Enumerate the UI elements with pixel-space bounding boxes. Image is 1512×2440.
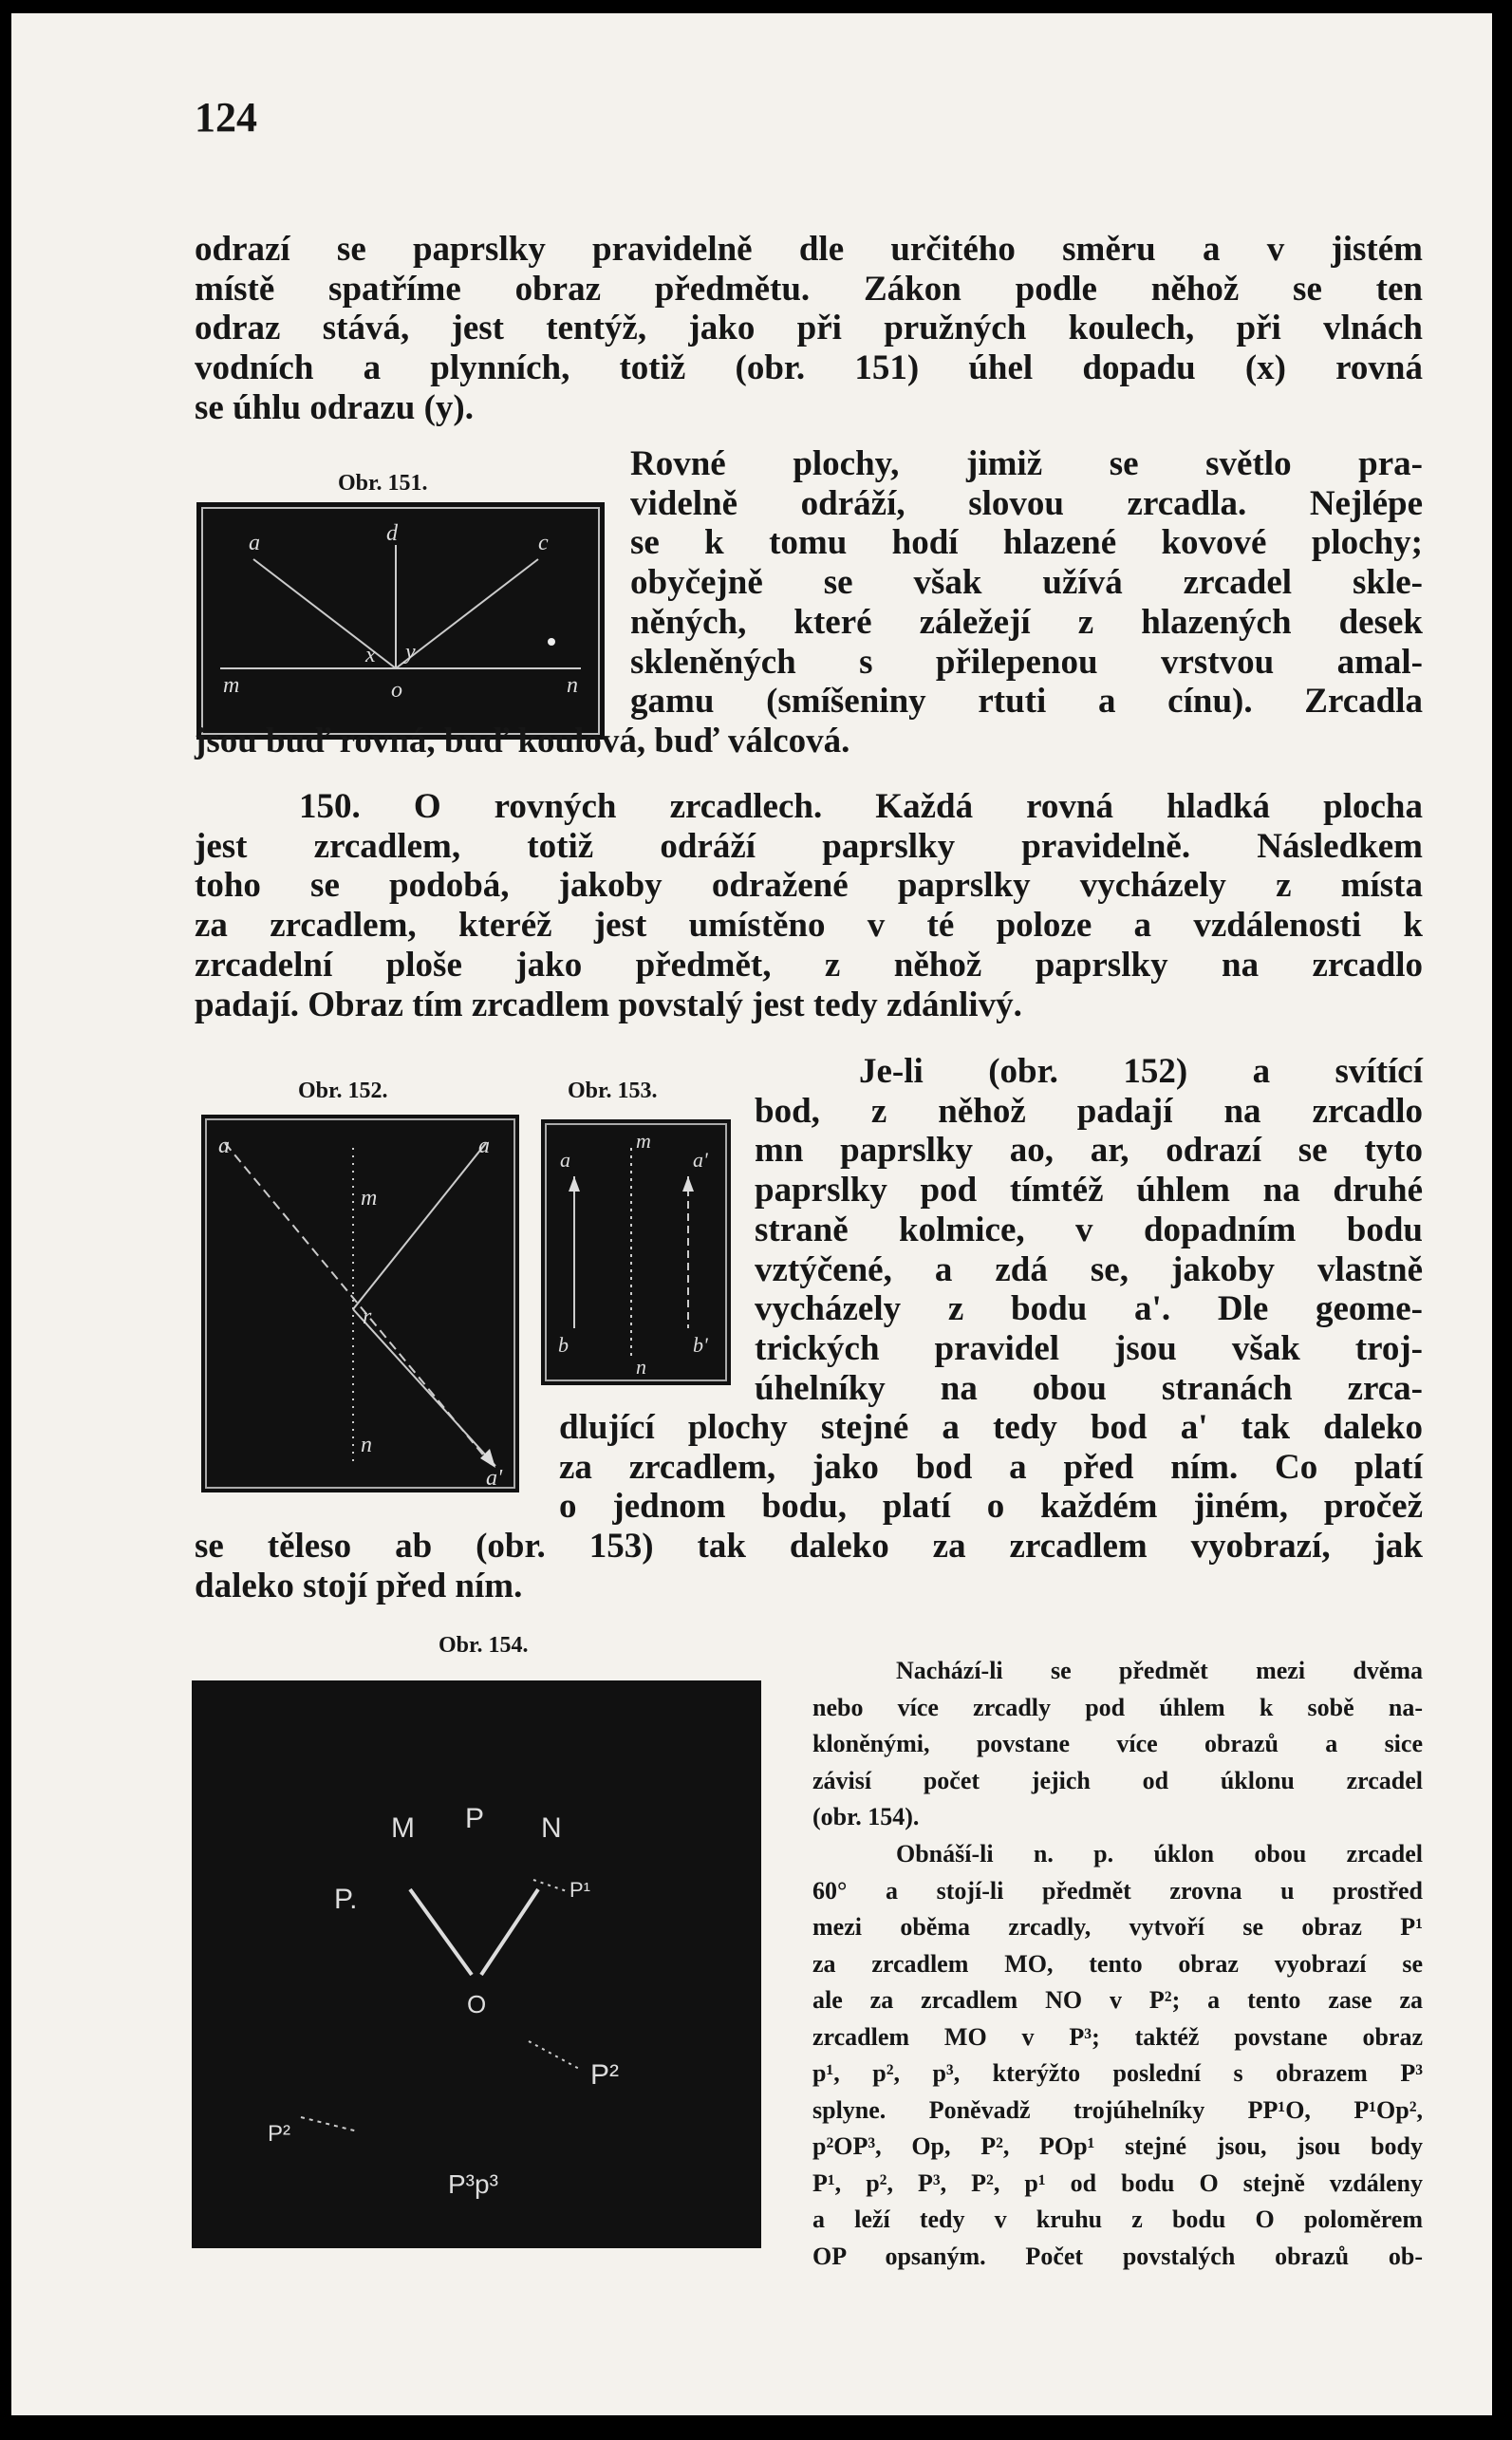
text-line: p²OP³, Op, P², POp¹ stejné jsou, jsou body (812, 2132, 1423, 2160)
text-line: 60° a stojí-li předmět zrovna u prostřed (812, 1876, 1423, 1905)
fig152-label: a' (486, 1466, 503, 1491)
fig154-label: P¹ (569, 1878, 590, 1902)
text-line: úhelníky na obou stranách zrca- (755, 1368, 1423, 1408)
figure-153 (541, 1119, 731, 1385)
figure-154-caption: Obr. 154. (439, 1633, 529, 1658)
figure-151-drawing (196, 502, 605, 740)
text-line: Nachází-li se předmět mezi dvěma (896, 1657, 1423, 1684)
figure-152-drawing (201, 1115, 519, 1492)
text-line: se těleso ab (obr. 153) tak daleko za zrcadlem vyobrazí, jak (195, 1527, 1423, 1566)
fig151-label: a (249, 531, 260, 555)
fig151-label: c (538, 531, 549, 555)
text-line: něných, které záležejí z hlazených desek (630, 602, 1423, 642)
text-line: OP opsaným. Počet povstalých obrazů ob- (812, 2242, 1423, 2270)
paragraph-1 (195, 230, 1423, 428)
figure-152-caption: Obr. 152. (298, 1079, 388, 1103)
fig154-label: P² (590, 2059, 619, 2091)
paragraph-5 (812, 1653, 1423, 1836)
fig154-label: P (465, 1803, 485, 1834)
fig151-label: n (567, 673, 578, 698)
figure-152 (201, 1115, 519, 1492)
text-line: (obr. 154). (812, 1803, 920, 1830)
fig151-label: x (365, 643, 376, 667)
text-line: ale za zrcadlem NO v P²; a tento zase za (812, 1986, 1423, 2014)
text-line: mezi oběma zrcadly, vytvoří se obraz P¹ (812, 1913, 1423, 1941)
fig154-label: N (541, 1812, 562, 1844)
figure-151 (196, 502, 605, 740)
fig153-label: a' (693, 1148, 708, 1172)
text-line: jsou buď rovná, buď koulová, buď válcová. (195, 722, 850, 760)
figure-153-drawing (541, 1119, 731, 1385)
fig154-label: P³p³ (448, 2169, 498, 2199)
text-line: straně kolmice, v dopadním bodu (755, 1210, 1423, 1249)
text-line: místě spatříme obraz předmětu. Zákon podle něhož se ten (195, 269, 1423, 309)
text-line: zrcadlem MO v P³; taktéž povstane obraz (812, 2022, 1423, 2051)
fig152-label: a (478, 1134, 490, 1158)
paragraph-2-end (195, 722, 1423, 761)
fig152-label: a (218, 1134, 230, 1158)
figure-151-caption: Obr. 151. (338, 471, 428, 496)
text-line: trických pravidel jsou však troj- (755, 1328, 1423, 1368)
figure-154 (192, 1680, 761, 2248)
fig154-label: P. (334, 1884, 358, 1915)
text-line: splyne. Poněvadž trojúhelníky PP¹O, P¹Op², (812, 2095, 1423, 2124)
fig154-label: P² (268, 2121, 290, 2147)
text-line: odrazí se paprslky pravidelně dle určitého směru a v jistém (195, 230, 1423, 269)
paragraph-6 (812, 1836, 1423, 2275)
text-line: p¹, p², p³, kterýžto poslední s obrazem P³ (812, 2059, 1423, 2087)
text-line: odraz stává, jest tentýž, jako při pružných koulech, při vlnách (195, 309, 1423, 348)
section-heading-line: 150. O rovných zrcadlech. Každá rovná hladká plocha (299, 787, 1423, 826)
text-line: daleko stojí před ním. (195, 1566, 523, 1605)
text-line: jest zrcadlem, totiž odráží paprslky pravidelně. Následkem (195, 826, 1423, 866)
figure-153-caption: Obr. 153. (568, 1079, 658, 1103)
fig151-label: d (386, 521, 398, 546)
text-line: P¹, p², P³, P², p¹ od bodu O stejně vzdáleny (812, 2168, 1423, 2197)
text-line: nebo více zrcadly pod úhlem k sobě na- (812, 1693, 1423, 1721)
text-line: bod, z něhož padají na zrcadlo (755, 1091, 1423, 1131)
figure-154-drawing (192, 1680, 761, 2248)
text-line: zrcadelní ploše jako předmět, z něhož paprslky na zrcadlo (195, 945, 1423, 985)
text-line: závisí počet jejich od úklonu zrcadel (812, 1766, 1423, 1794)
fig151-label: o (391, 678, 402, 703)
book-page (11, 13, 1492, 2415)
text-line: dlující plochy stejné a tedy bod a' tak daleko (559, 1408, 1423, 1447)
text-line: a leží tedy v kruhu z bodu O poloměrem (812, 2205, 1423, 2233)
paragraph-4 (755, 1052, 1423, 1408)
text-line: se k tomu hodí hlazené kovové plochy; (630, 523, 1423, 563)
text-line: obyčejně se však užívá zrcadel skle- (630, 563, 1423, 603)
fig153-label: m (636, 1129, 651, 1153)
fig153-label: b' (693, 1333, 708, 1357)
fig152-label: n (361, 1433, 372, 1457)
text-line: za zrcadlem, kteréž jest umístěno v té poloze a vzdálenosti k (195, 906, 1423, 946)
text-line: Rovné plochy, jimiž se světlo pra- (630, 444, 1423, 483)
text-line: paprslky pod tímtéž úhlem na druhé (755, 1171, 1423, 1211)
paragraph-3 (195, 787, 1423, 1024)
fig152-label: m (361, 1186, 378, 1211)
text-line: se úhlu odrazu (y). (195, 387, 474, 427)
fig153-label: n (636, 1355, 646, 1379)
paragraph-2 (630, 444, 1423, 722)
fig152-label: r (363, 1304, 372, 1329)
text-line: vycházely z bodu a'. Dle geome- (755, 1289, 1423, 1329)
fig154-label: M (391, 1812, 415, 1844)
text-line: o jednom bodu, platí o každém jiném, pročež (559, 1487, 1423, 1527)
text-line: Obnáší-li n. p. úklon obou zrcadel (896, 1840, 1423, 1868)
fig151-label: m (223, 673, 240, 698)
fig154-label: O (467, 1990, 487, 2018)
text-line: za zrcadlem, jako bod a před ním. Co platí (559, 1447, 1423, 1487)
text-line: kloněnými, povstane více obrazů a sice (812, 1730, 1423, 1757)
text-line: vodních a plynních, totiž (obr. 151) úhel dopadu (x) rovná (195, 348, 1423, 388)
text-line: za zrcadlem MO, tento obraz vyobrazí se (812, 1949, 1423, 1978)
text-line: gamu (smíšeniny rtuti a cínu). Zrcadla (630, 682, 1423, 722)
page-number: 124 (195, 94, 257, 141)
text-line: skleněných s přilepenou vrstvou amal- (630, 642, 1423, 682)
fig151-label: y (405, 640, 416, 665)
text-line: mn paprslky ao, ar, odrazí se tyto (755, 1131, 1423, 1171)
paragraph-4-end (195, 1527, 1423, 1605)
paragraph-4-mid (559, 1408, 1423, 1527)
text-line: vztýčené, a zdá se, jakoby vlastně (755, 1249, 1423, 1289)
text-line: videlně odráží, slovou zrcadla. Nejlépe (630, 483, 1423, 523)
fig153-label: a (560, 1148, 570, 1172)
fig153-label: b (558, 1333, 569, 1357)
text-line: Je-li (obr. 152) a svítící (859, 1052, 1423, 1091)
text-line: padají. Obraz tím zrcadlem povstalý jest tedy zdánlivý. (195, 985, 1022, 1024)
text-line: toho se podobá, jakoby odražené paprslky vycházely z místa (195, 866, 1423, 906)
